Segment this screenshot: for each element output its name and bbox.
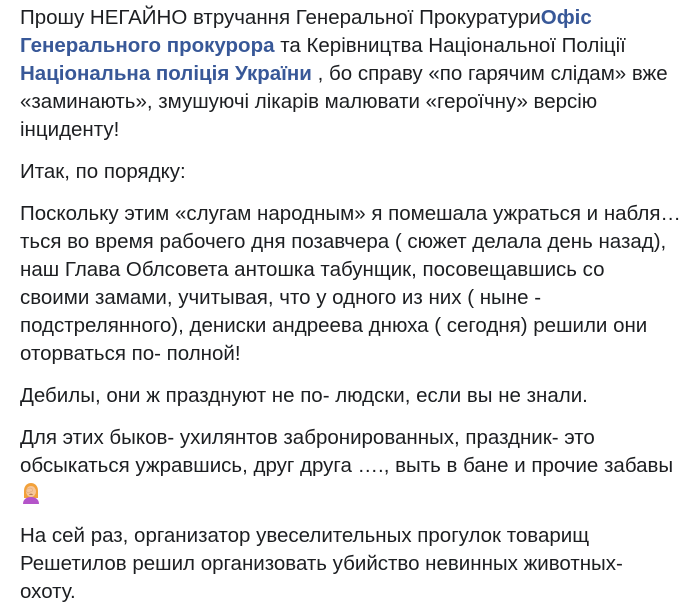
- mention-link-prosecutor-office[interactable]: Офіс: [540, 6, 592, 29]
- line: ться во время рабочего дня позавчера ( сюжет делала день назад),: [20, 230, 667, 253]
- text: , бо справу «по гарячим слідам» вже: [311, 62, 668, 85]
- paragraph-comment: [20, 382, 680, 410]
- line: подстрелянного), дениски андреева днюха ( сегодня) решили они: [20, 314, 648, 337]
- line: наш Глава Облсовета антошка табунщик, посовещавшись со: [20, 258, 605, 281]
- text: Прошу НЕГАЙНО втручання Генеральної Прокуратури: [20, 6, 541, 29]
- paragraph-story: [20, 200, 680, 368]
- line: обсыкаться ужравшись, друг друга …., выть в бане и прочие забавы: [20, 454, 674, 477]
- line: Дебилы, они ж празднуют не по- людски, если вы не знали.: [20, 384, 588, 407]
- line: охоту.: [20, 580, 76, 603]
- paragraph-hunt: [20, 522, 680, 606]
- line: оторваться по- полной!: [20, 342, 241, 365]
- line: [20, 60, 680, 88]
- paragraph-request: [20, 4, 680, 144]
- line: [20, 32, 680, 60]
- text: та Керівництва Національної Поліції: [274, 34, 626, 57]
- line: [20, 4, 680, 32]
- line: Для этих быков- ухилянтов забронированных, праздник- это: [20, 426, 595, 449]
- line: інциденту!: [20, 118, 120, 141]
- line: На сей раз, организатор увеселительных прогулок товарищ: [20, 524, 590, 547]
- line: своими замами, учитывая, что у одного из них ( ныне -: [20, 286, 542, 309]
- mention-link-prosecutor-general[interactable]: Генерального прокурора: [20, 34, 275, 57]
- line: [20, 480, 680, 508]
- line: Решетилов решил организовать убийство невинных животных-: [20, 552, 623, 575]
- woman-facepalming-icon: [21, 482, 41, 504]
- paragraph-intro: [20, 158, 680, 186]
- line: Итак, по порядку:: [20, 160, 186, 183]
- line: Поскольку этим «слугам народным» я помешала ужраться и набля…: [20, 202, 681, 225]
- paragraph-celebration: [20, 424, 680, 508]
- line: «заминають», змушуючі лікарів малювати «героїчну» версію: [20, 90, 598, 113]
- mention-link-national-police[interactable]: Національна поліція України: [20, 62, 312, 85]
